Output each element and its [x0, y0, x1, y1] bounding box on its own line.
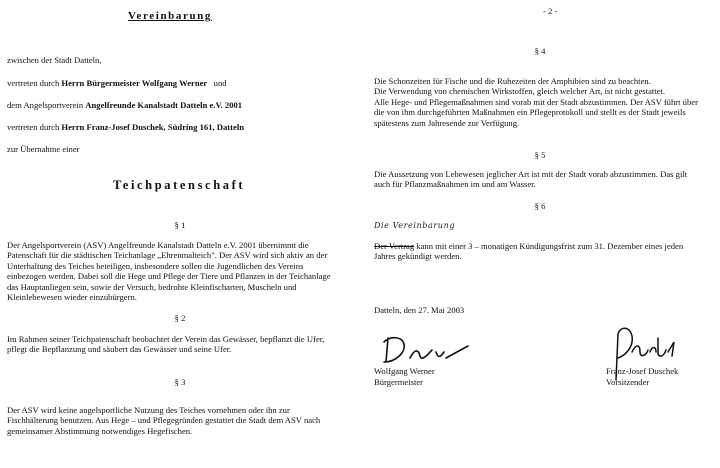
party-club: dem Angelsportverein Angelfreunde Kanalstadt Datteln e.V. 2001 — [7, 100, 243, 110]
text-line: Unterhaltung des Teiches beteiligen, insbesondere sollen die Jugendlichen des Vereins — [7, 260, 304, 271]
section-heading-5: § 5 — [534, 150, 546, 160]
text-line: Der Angelsportverein (ASV) Angelfreunde Kanalstadt Datteln e.V. 2001 übernimmt die — [7, 240, 309, 250]
section-heading-3: § 3 — [174, 377, 186, 387]
text-line: die von ihm durchgeführten Maßnahmen ein Pflegeprotokoll und stellt es der Stadt jeweils — [374, 107, 686, 118]
handwritten-correction: Die Vereinbarung — [374, 221, 456, 230]
section-body-1 — [7, 240, 359, 303]
document-title: Vereinbarung — [128, 10, 212, 22]
text-line: einbezogen werden. Dabei soll die Hege und Pflege der Tiere und Pflanzen in der Teichanlage — [7, 271, 331, 282]
text-line: das Hauptanliegen sein, sowie der Versuch, bedrohte Kleinfischarten, Muscheln und — [7, 281, 297, 292]
party-city: zwischen der Stadt Datteln, — [7, 55, 102, 65]
section-heading-1: § 1 — [174, 220, 186, 230]
text-line: Der ASV wird keine angelsportliche Nutzung des Teiches vornehmen oder ihn zur — [7, 405, 290, 415]
signatory-name-1: Wolfgang Werner — [374, 366, 435, 376]
section-body-6 — [374, 241, 720, 262]
section-heading-4: § 4 — [534, 46, 546, 56]
text-line: Der Vertrag kann mit einer 3 – monatigen Kündigungsfrist zum 31. Dezember eines jeden — [374, 241, 684, 251]
chairman-name: Herrn Franz-Josef Duschek, Südring 161, Datteln — [61, 122, 245, 132]
section-heading-6: § 6 — [534, 201, 546, 211]
page-2 — [360, 0, 720, 468]
struck-word: Der Vertrag — [374, 241, 415, 251]
text-line: pflegt die Bepflanzung und säubert das Gewässer und seine Ufer. — [7, 344, 232, 355]
purpose-line: zur Übernahme einer — [7, 144, 80, 154]
page-number: - 2 - — [543, 6, 558, 16]
text-line: Im Rahmen seiner Teichpatenschaft beobachtet der Verein das Gewässer, bepflanzt die Ufer, — [7, 334, 325, 344]
section-body-4 — [374, 76, 720, 128]
mayor-name: Herrn Bürgermeister Wolfgang Werner — [61, 78, 208, 88]
place-date: Datteln, den 27. Mai 2003 — [374, 305, 465, 315]
section-body-2 — [7, 334, 359, 355]
text-line: Fischhälterung benutzen. Aus Hege – und Pflegegründen gestattet die Stadt dem ASV nach — [7, 415, 321, 426]
text-line: Alle Hege- und Pflegemaßnahmen sind vorab mit der Stadt abzustimmen. Der ASV führt über — [374, 96, 698, 107]
document-type-heading: Teichpatenschaft — [113, 178, 246, 192]
signatory-name-2: Franz-Josef Duschek — [606, 366, 679, 376]
club-name: Angelfreunde Kanalstadt Datteln e.V. 2001 — [85, 100, 243, 110]
representative-club: vertreten durch Herrn Franz-Josef Duschek, Südring 161, Datteln — [7, 122, 245, 132]
text-line: Jahres gekündigt werden. — [374, 251, 462, 262]
text-line: Kleinlebewesen wieder einzubürgern. — [7, 292, 137, 303]
signature-mayor — [376, 328, 476, 368]
text-line: Patenschaft für die städtischen Teichanlage „Ehrenmalteich". Der ASV wird sich aktiv an der — [7, 250, 328, 261]
text-line: Die Schonzeiten für Fische und die Ruhezeiten der Amphibien sind zu beachten. — [374, 76, 651, 86]
text-line: Die Verwendung von chemischen Wirkstoffen, gleich welcher Art, ist nicht gestattet. — [374, 86, 666, 97]
signatory-role-1: Bürgermeister — [374, 377, 424, 387]
text-line: gemeinsamer Abstimmung notwendiges Hegefischen. — [7, 425, 193, 436]
text-line: auch für Pflanzmaßnahmen im und am Wasser. — [374, 179, 536, 190]
section-heading-2: § 2 — [174, 313, 186, 323]
representative-city: vertreten durch Herrn Bürgermeister Wolfgang Werner und — [7, 78, 227, 88]
text-line: Die Aussetzung von Lebewesen jeglicher Art ist mit der Stadt vorab abzustimmen. Das gilt — [374, 169, 688, 179]
section-body-3 — [7, 405, 359, 436]
text-line: spätestens zum Jahresende zur Verfügung. — [374, 117, 520, 128]
section-body-5 — [374, 169, 720, 190]
signatory-role-2: Vorsitzender — [606, 377, 650, 387]
